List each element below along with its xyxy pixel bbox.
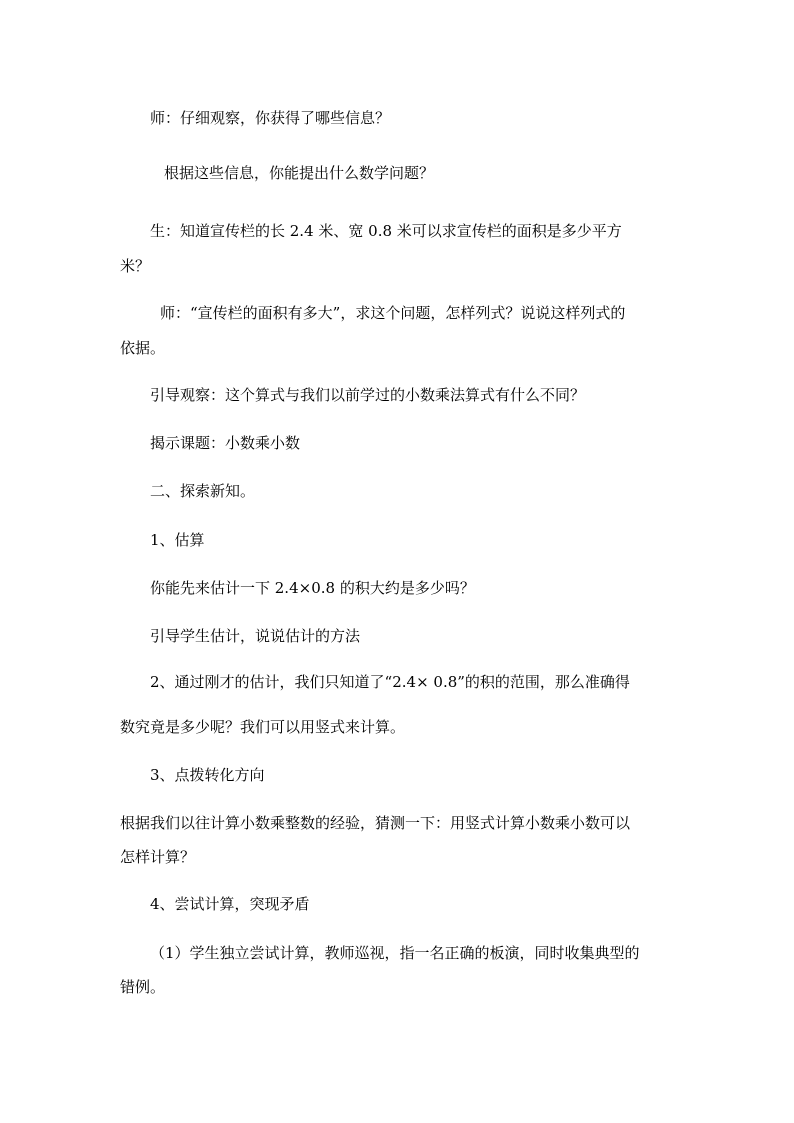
teacher-question-problem: 根据这些信息，你能提出什么数学问题？ <box>164 164 435 182</box>
teacher-formula-line-1: 师：“宣传栏的面积有多大”，求这个问题，怎样列式？说说这样列式的 <box>160 304 626 322</box>
step-3-line-1: 根据我们以往计算小数乘整数的经验，猜测一下：用竖式计算小数乘小数可以 <box>120 814 631 832</box>
student-answer-line-2: 米？ <box>120 257 151 275</box>
teacher-question-observe: 师：仔细观察，你获得了哪些信息？ <box>150 109 391 127</box>
step-3-heading: 3、点拨转化方向 <box>150 766 265 784</box>
step-4-heading: 4、尝试计算，突现矛盾 <box>150 895 310 913</box>
guide-observe: 引导观察：这个算式与我们以前学过的小数乘法算式有什么不同？ <box>150 386 586 404</box>
step-4-sub-1-line-2: 错例。 <box>120 978 166 996</box>
step-2-line-2: 数究竟是多少呢？我们可以用竖式来计算。 <box>120 718 406 736</box>
estimate-question: 你能先来估计一下 2.4×0.8 的积大约是多少吗？ <box>150 579 475 597</box>
student-answer-line-1: 生：知道宣传栏的长 2.4 米、宽 0.8 米可以求宣传栏的面积是多少平方 <box>150 222 622 240</box>
step-4-sub-1-line-1: （1）学生独立尝试计算，教师巡视，指一名正确的板演，同时收集典型的 <box>150 944 640 962</box>
step-3-line-2: 怎样计算？ <box>120 848 196 866</box>
estimate-guidance: 引导学生估计，说说估计的方法 <box>150 627 361 645</box>
step-2-line-1: 2、通过刚才的估计，我们只知道了“2.4× 0.8”的积的范围，那么准确得 <box>150 673 630 691</box>
teacher-formula-line-2: 依据。 <box>120 339 166 357</box>
step-1-estimate: 1、估算 <box>150 531 205 549</box>
section-heading-explore: 二、探索新知。 <box>150 482 256 500</box>
lesson-topic: 揭示课题：小数乘小数 <box>150 434 301 452</box>
